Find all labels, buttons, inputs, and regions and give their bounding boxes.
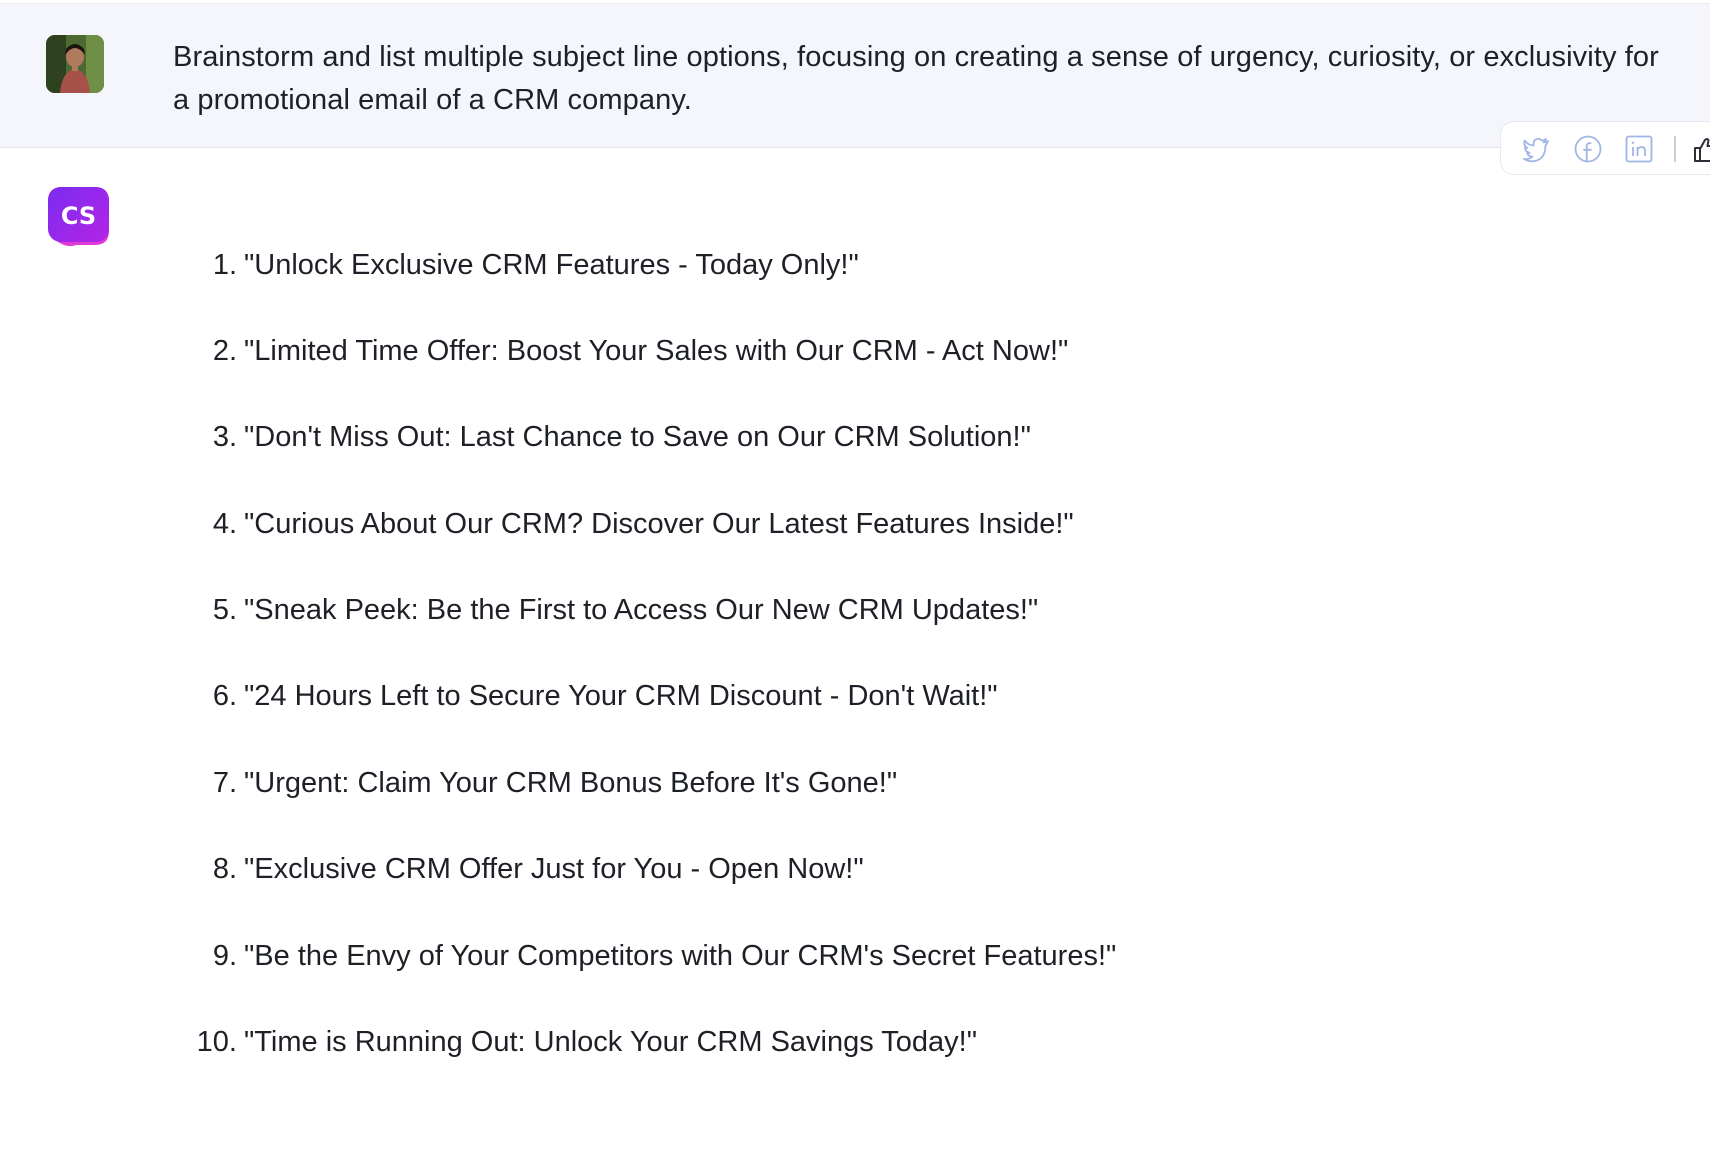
list-item-number: 4. — [212, 508, 237, 540]
list-item-number: 8. — [212, 853, 237, 885]
twitter-icon[interactable] — [1521, 134, 1551, 164]
thumbs-up-icon[interactable] — [1691, 134, 1710, 164]
list-item-number: 2. — [212, 335, 237, 367]
list-item-text: "Time is Running Out: Unlock Your CRM Savings Today!" — [244, 1026, 978, 1058]
list-item-text: "Urgent: Claim Your CRM Bonus Before It's Gone!" — [244, 767, 898, 799]
list-item-text: "Limited Time Offer: Boost Your Sales with Our CRM - Act Now!" — [244, 335, 1069, 367]
list-item-text: "Curious About Our CRM? Discover Our Latest Features Inside!" — [244, 508, 1074, 540]
list-item-number: 3. — [212, 421, 237, 453]
list-item-text: "24 Hours Left to Secure Your CRM Discount - Don't Wait!" — [244, 680, 998, 712]
facebook-icon[interactable] — [1573, 134, 1603, 164]
user-prompt-text: Brainstorm and list multiple subject line options, focusing on creating a sense of urgency, curiosity, or exclusivity for a promotional email of a CRM company. — [173, 41, 1659, 116]
share-toolbar — [1500, 121, 1710, 175]
list-item-text: "Sneak Peek: Be the First to Access Our New CRM Updates!" — [244, 594, 1039, 626]
list-item-text: "Unlock Exclusive CRM Features - Today Only!" — [244, 249, 859, 281]
list-item-number: 7. — [212, 767, 237, 799]
user-photo-avatar — [46, 35, 104, 93]
list-item-number: 10. — [196, 1026, 237, 1058]
list-item-number: 1. — [212, 249, 237, 281]
user-message-row — [0, 3, 1710, 148]
toolbar-divider — [1674, 136, 1676, 162]
linkedin-icon[interactable] — [1624, 134, 1654, 164]
list-item-text: "Don't Miss Out: Last Chance to Save on Our CRM Solution!" — [244, 421, 1031, 453]
assistant-avatar-label: CS — [60, 202, 97, 230]
list-item-number: 5. — [212, 594, 237, 626]
list-item-number: 9. — [212, 940, 237, 972]
assistant-avatar-icon — [48, 187, 109, 248]
list-item-number: 6. — [212, 680, 237, 712]
list-item-text: "Be the Envy of Your Competitors with Our CRM's Secret Features!" — [244, 940, 1117, 972]
list-item-text: "Exclusive CRM Offer Just for You - Open Now!" — [244, 853, 864, 885]
